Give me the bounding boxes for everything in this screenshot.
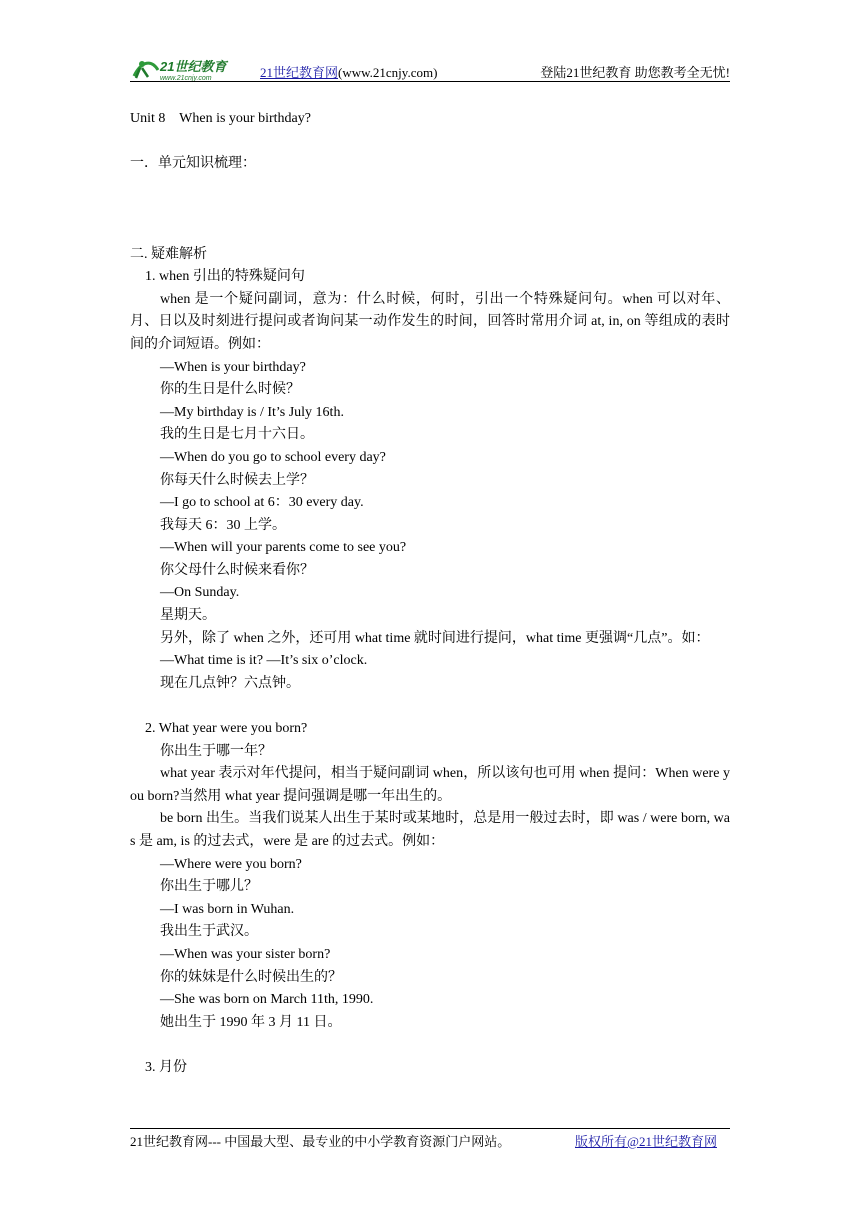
document-body — [130, 108, 730, 1080]
example-line: —Where were you born? — [160, 856, 302, 872]
example-line: 她出生于 1990 年 3 月 11 日。 — [160, 1014, 342, 1030]
example-line: —I was born in Wuhan. — [160, 901, 295, 917]
example-line: —My birthday is / It’s July 16th. — [160, 404, 344, 420]
item2-translation: 你出生于哪一年？ — [160, 743, 272, 759]
header-divider — [130, 81, 730, 82]
item2-paragraph: what year 表示对年代提问，相当于疑问副词 when，所以该句也可用 when 提问：When were you born?当然用 what year 提问强调是哪一年出生的。 — [130, 766, 730, 804]
header-site — [260, 62, 437, 81]
item1-paragraph: when 是一个疑问副词，意为：什么时候，何时，引出一个特殊疑问句。when 可以对年、月、日以及时刻进行提问或者询问某一动作发生的时间，回答时常用介词 at, in, on 等组成的表时间的介词短语。例如： — [130, 291, 730, 352]
example-line: 现在几点钟？六点钟。 — [160, 675, 300, 691]
example-line: —I go to school at 6：30 every day. — [160, 495, 364, 511]
section-knowledge-heading: 一．单元知识梳理： — [130, 156, 256, 172]
example-line: —When was your sister born? — [160, 946, 331, 962]
example-line: 你的妹妹是什么时候出生的？ — [160, 969, 342, 985]
item2-paragraph-2: be born 出生。当我们说某人出生于某时或某地时，总是用一般过去时，即 was / were born, was 是 am, is 的过去式，were 是 are 的过去式。例如： — [130, 811, 730, 850]
item2-heading: 2. What year were you born? — [145, 721, 308, 737]
site-link[interactable]: 21世纪教育网 — [260, 65, 339, 80]
example-line: —On Sunday. — [160, 585, 240, 601]
footer-divider — [130, 1128, 730, 1129]
site-logo — [130, 56, 240, 82]
example-line: 我出生于武汉。 — [160, 924, 258, 940]
example-line: —When do you go to school every day? — [160, 449, 386, 465]
example-line: —What time is it? —It’s six o’clock. — [160, 653, 368, 669]
example-line: 你的生日是什么时候？ — [160, 382, 300, 398]
item1-examples — [130, 357, 730, 628]
unit-title: Unit 8 When is your birthday? — [130, 111, 311, 126]
item1-heading: 1. when 引出的特殊疑问句 — [145, 269, 305, 285]
section-analysis-heading: 二. 疑难解析 — [130, 246, 207, 262]
example-line: —When is your birthday? — [160, 359, 306, 375]
logo-url: www.21cnjy.com — [160, 75, 212, 82]
example-line: 你每天什么时候去上学？ — [160, 472, 314, 488]
footer-copyright — [575, 1131, 717, 1150]
item2-examples — [130, 854, 730, 1035]
site-url: (www.21cnjy.com) — [338, 65, 438, 80]
logo-text: 21世纪教育 — [160, 59, 227, 74]
example-line: 我每天 6：30 上学。 — [160, 517, 286, 533]
example-line: 你父母什么时候来看你？ — [160, 562, 314, 578]
example-line: 你出生于哪儿？ — [160, 879, 258, 895]
example-line: 我的生日是七月十六日。 — [160, 427, 314, 443]
page-header — [130, 56, 730, 84]
example-line: —When will your parents come to see you? — [160, 540, 407, 556]
example-line: 星期天。 — [160, 608, 216, 624]
item3-heading: 3. 月份 — [145, 1059, 187, 1075]
copyright-link[interactable]: 版权所有@21世纪教育网 — [575, 1134, 717, 1149]
example-line: —She was born on March 11th, 1990. — [160, 992, 374, 1008]
item1-paragraph-2: 另外，除了 when 之外，还可用 what time 就时间进行提问，what time 更强调“几点”。如： — [160, 630, 710, 646]
header-slogan: 登陆21世纪教育 助您教考全无忧! — [540, 65, 730, 80]
footer-description: 21世纪教育网--- 中国最大型、最专业的中小学教育资源门户网站。 — [130, 1134, 511, 1149]
